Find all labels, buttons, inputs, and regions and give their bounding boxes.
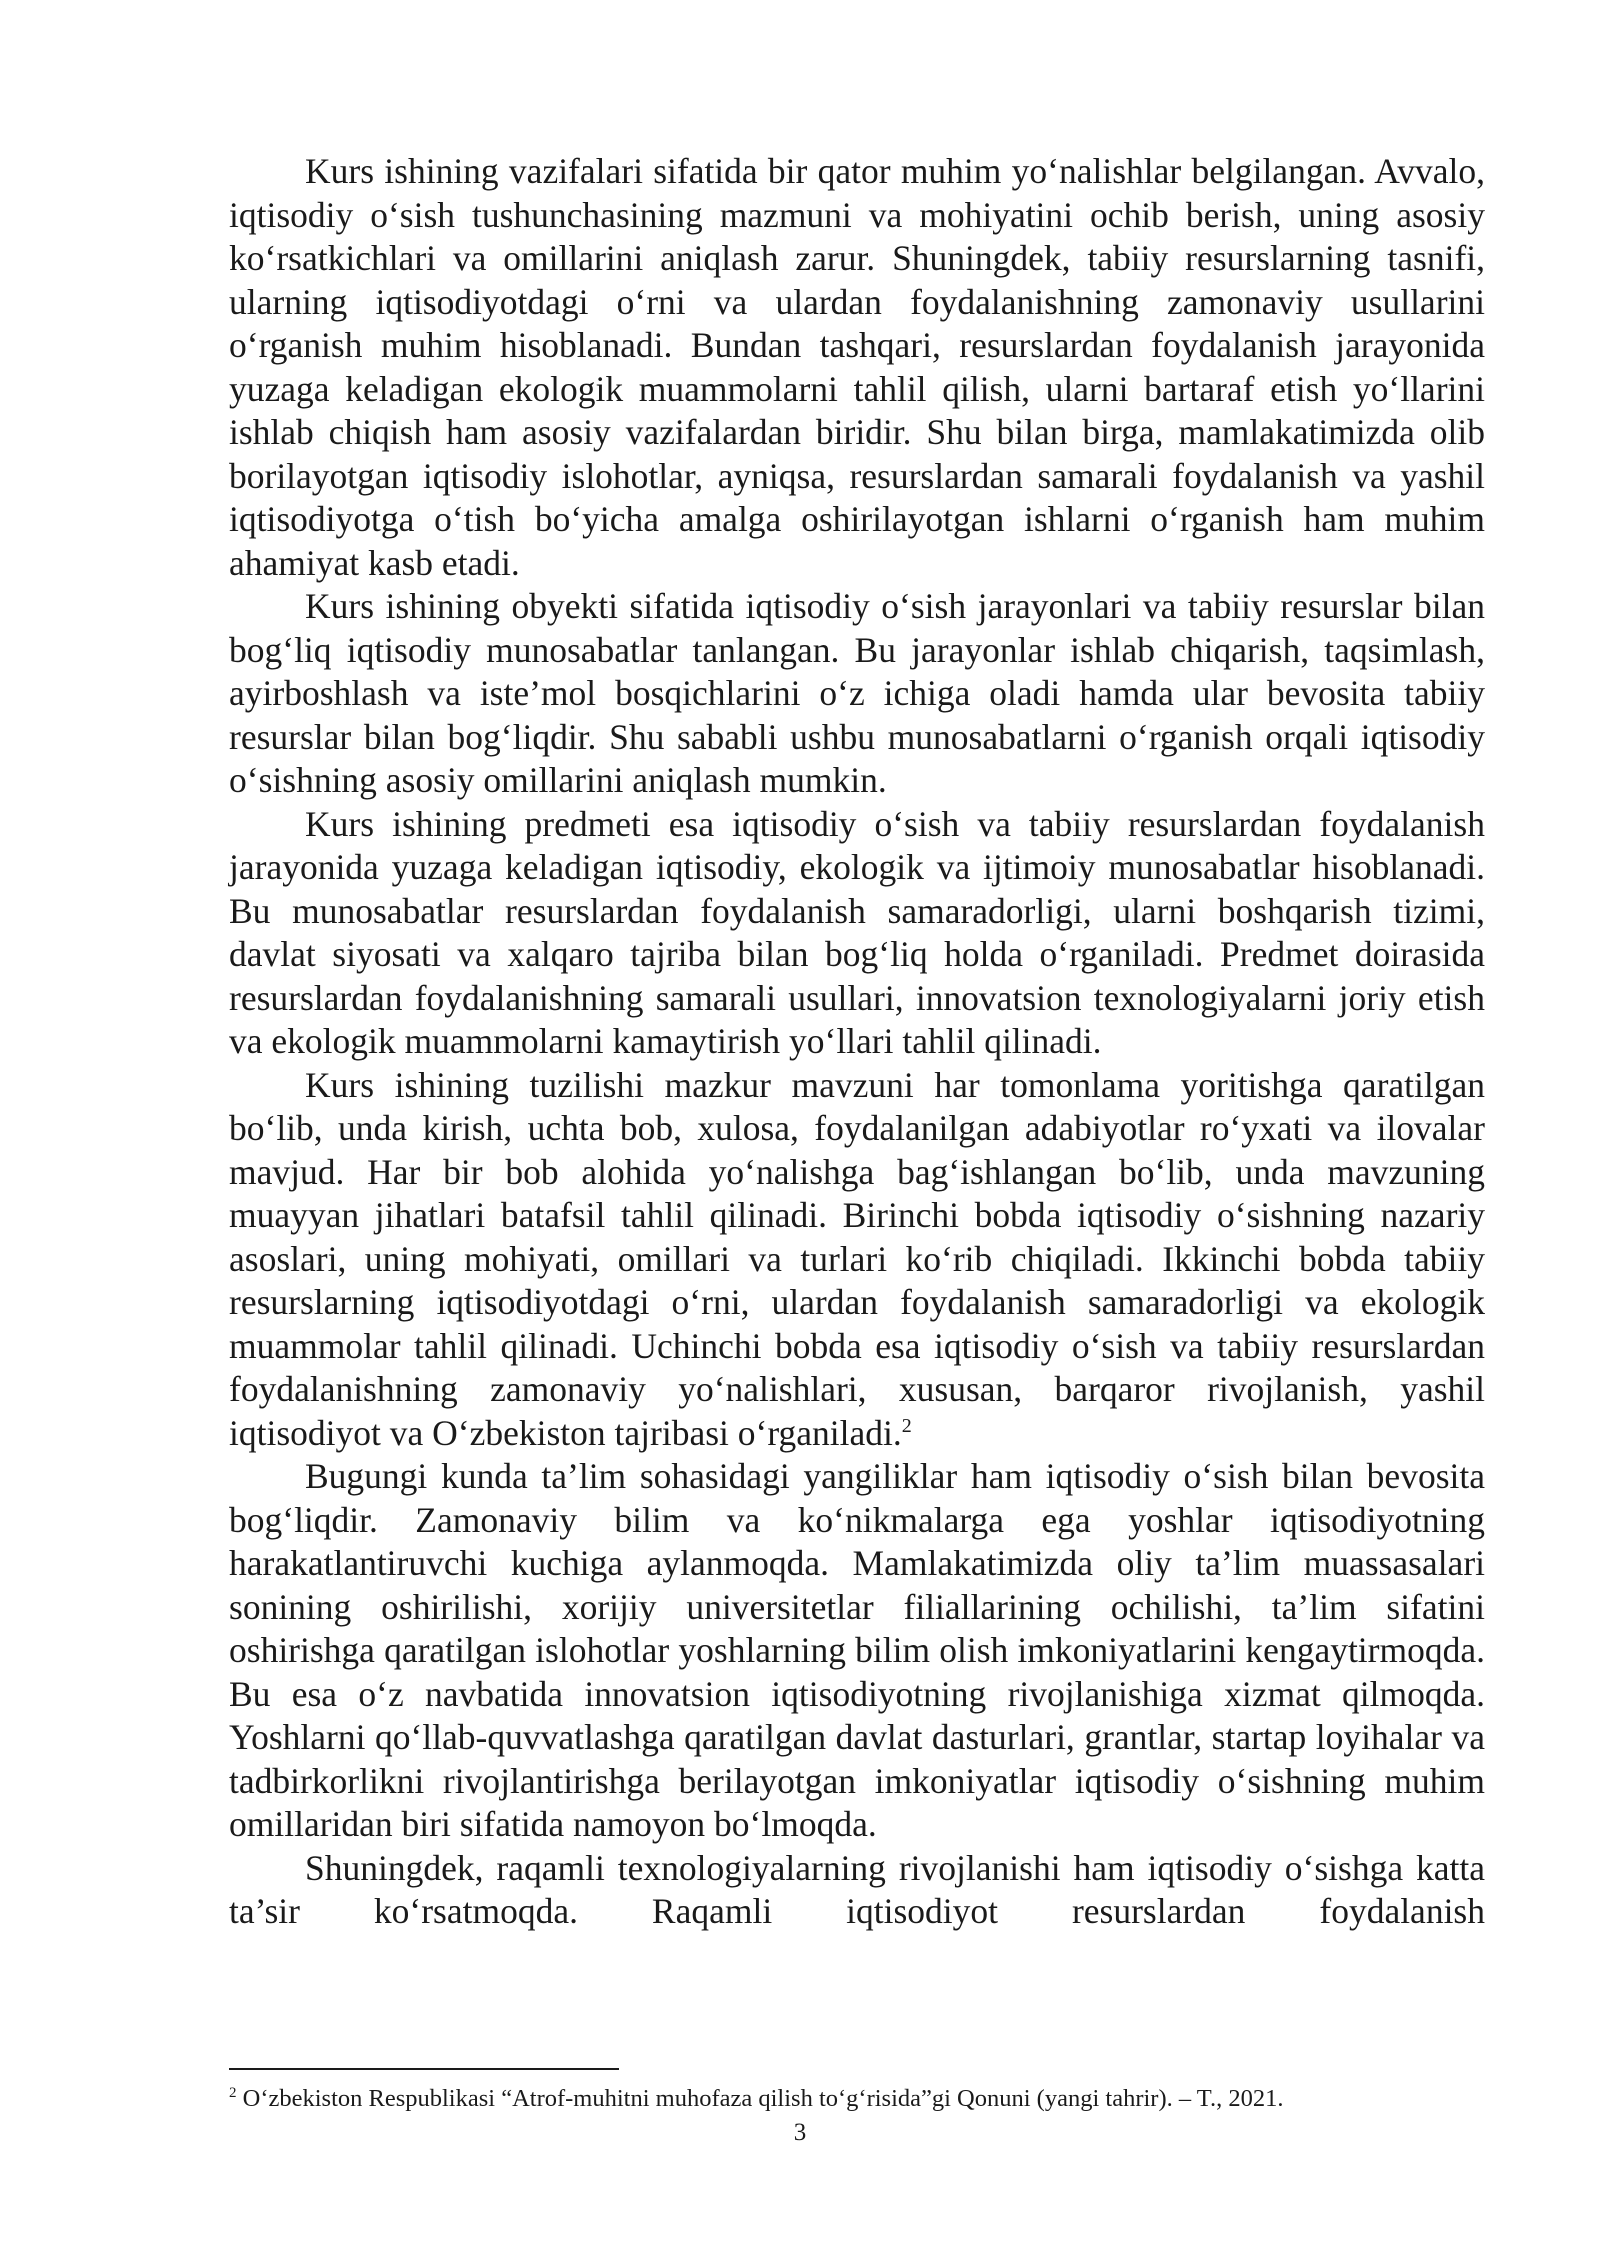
paragraph-text: Kurs ishining predmeti esa iqtisodiy o‘sish va tabiiy resurslardan foydalanish jarayonida yuzaga keladigan iqtisodiy, ekologik va ijtimoiy munosabatlar hisoblanadi. Bu munosabatlar resurslardan foydalanish samaradorligi, ularni boshqarish tizimi, davlat siyosati va xalqaro tajriba bilan bog‘liq holda o‘rganiladi. Predmet doirasida resurslardan foydalanishning samarali usullari, innovatsion texnologiyalarni joriy etish va ekologik muammolarni kamaytirish yo‘llari tahlil qilinadi. (229, 803, 1485, 1061)
paragraph-tasks (229, 150, 1485, 585)
footnote-separator (229, 2068, 619, 2070)
paragraph-text: Bugungi kunda ta’lim sohasidagi yangiliklar ham iqtisodiy o‘sish bilan bevosita bog‘liqdir. Zamonaviy bilim va ko‘nikmalarga ega yoshlar iqtisodiyotning harakatlantiruvchi kuchiga aylanmoqda. Mamlakatimizda oliy ta’lim muassasalari sonining oshirilishi, xorijiy universitetlar filiallarining ochilishi, ta’lim sifatini oshirishga qaratilgan islohotlar yoshlarning bilim olish imkoniyatlarini kengaytirmoqda. Bu esa o‘z navbatida innovatsion iqtisodiyotning rivojlanishiga xizmat qilmoqda. Yoshlarni qo‘llab-quvvatlashga qaratilgan davlat dasturlari, grantlar, startap loyihalar va tadbirkorlikni rivojlantirishga berilayotgan imkoniyatlar iqtisodiy o‘sishning muhim omillaridan biri sifatida namoyon bo‘lmoqda. (229, 1456, 1485, 1844)
footnote (229, 2084, 1485, 2114)
footnote-number: 2 (229, 2084, 237, 2101)
paragraph-subject (229, 803, 1485, 1064)
paragraph-text: Kurs ishining obyekti sifatida iqtisodiy o‘sish jarayonlari va tabiiy resurslar bilan bog‘liq iqtisodiy munosabatlar tanlangan. Bu jarayonlar ishlab chiqarish, taqsimlash, ayirboshlash va iste’mol bosqichlarini o‘z ichiga oladi hamda ular bevosita tabiiy resurslar bilan bog‘liqdir. Shu sababli ushbu munosabatlarni o‘rganish orqali iqtisodiy o‘sishning asosiy omillarini aniqlash mumkin. (229, 586, 1485, 800)
paragraph-digital (229, 1847, 1485, 1934)
paragraph-structure (229, 1064, 1485, 1456)
page-number: 3 (793, 2119, 807, 2146)
footnote-text: O‘zbekiston Respublikasi “Atrof-muhitni muhofaza qilish to‘g‘risida”gi Qonuni (yangi tahrir). – T., 2021. (236, 2085, 1284, 2112)
paragraph-text: Kurs ishining vazifalari sifatida bir qator muhim yo‘nalishlar belgilangan. Avvalo, iqtisodiy o‘sish tushunchasining mazmuni va mohiyatini ochib berish, uning asosiy ko‘rsatkichlari va omillarini aniqlash zarur. Shuningdek, tabiiy resurslarning tasnifi, ularning iqtisodiyotdagi o‘rni va ulardan foydalanishning zamonaviy usullarini o‘rganish muhim hisoblanadi. Bundan tashqari, resurslardan foydalanish jarayonida yuzaga keladigan ekologik muammolarni tahlil qilish, ularni bartaraf etish yo‘llarini ishlab chiqish ham asosiy vazifalardan biridir. Shu bilan birga, mamlakatimizda olib borilayotgan iqtisodiy islohotlar, ayniqsa, resurslardan samarali foydalanish va yashil iqtisodiyotga o‘tish bo‘yicha amalga oshirilayotgan ishlarni o‘rganish ham muhim ahamiyat kasb etadi. (229, 151, 1485, 583)
paragraph-text: Shuningdek, raqamli texnologiyalarning rivojlanishi ham iqtisodiy o‘sishga katta ta’sir ko‘rsatmoqda. Raqamli iqtisodiyot resurslardan foydalanish (229, 1847, 1485, 1931)
paragraph-education (229, 1455, 1485, 1847)
paragraph-text: Kurs ishining tuzilishi mazkur mavzuni har tomonlama yoritishga qaratilgan bo‘lib, unda kirish, uchta bob, xulosa, foydalanilgan adabiyotlar ro‘yxati va ilovalar mavjud. Har bir bob alohida yo‘nalishga bag‘ishlangan bo‘lib, unda mavzuning muayyan jihatlari batafsil tahlil qilinadi. Birinchi bobda iqtisodiy o‘sishning nazariy asoslari, uning mohiyati, omillari va turlari ko‘rib chiqiladi. Ikkinchi bobda tabiiy resurslarning iqtisodiyotdagi o‘rni, ulardan foydalanish samaradorligi va ekologik muammolar tahlil qilinadi. Uchinchi bobda esa iqtisodiy o‘sish va tabiiy resurslardan foydalanishning zamonaviy yo‘nalishlari, xususan, barqaror rivojlanish, yashil iqtisodiyot va O‘zbekiston tajribasi o‘rganiladi. (229, 1064, 1485, 1453)
paragraph-object (229, 585, 1485, 803)
body-text (229, 150, 1485, 1934)
footnote-reference[interactable]: 2 (901, 1414, 912, 1437)
